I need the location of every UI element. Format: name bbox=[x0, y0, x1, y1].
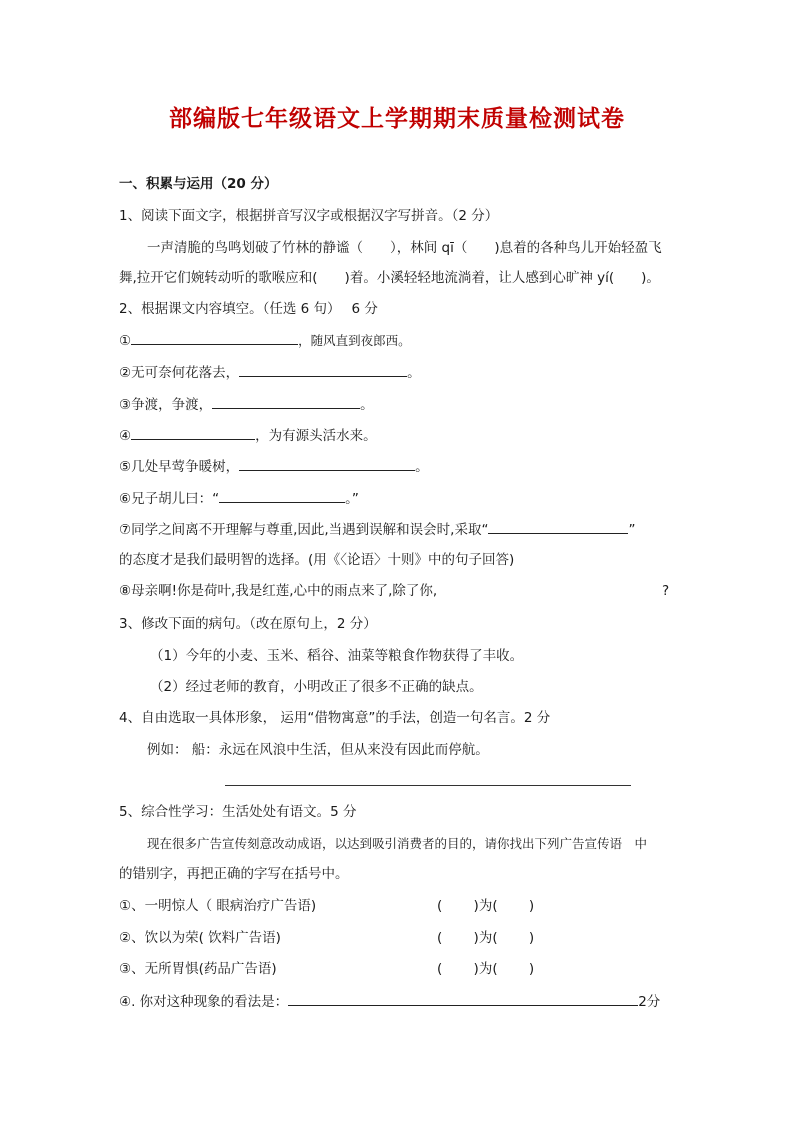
q2-item-8: ⑧母亲啊!你是荷叶,我是红莲,心中的雨点来了,除了你, bbox=[119, 583, 438, 599]
q5-description-1: 现在很多广告宣传刻意改动成语，以达到吸引消费者的目的，请你找出下列广告宣传语 中 bbox=[147, 836, 648, 851]
q4-prompt: 4、自由选取一具体形象， 运用“借物寓意”的手法，创造一句名言。2 分 bbox=[119, 710, 551, 726]
q2-item-7-cont: 的态度才是我们最明智的选择。(用《〈论语〉十则》中的句子回答) bbox=[119, 552, 515, 568]
q5-ad-3-answer[interactable]: ( )为( ) bbox=[437, 961, 535, 977]
answer-blank[interactable] bbox=[131, 330, 298, 345]
q3-prompt: 3、修改下面的病句。（改在原句上，2 分） bbox=[119, 616, 377, 632]
q5-ad-1-answer[interactable]: ( )为( ) bbox=[437, 898, 535, 914]
answer-blank[interactable] bbox=[239, 456, 415, 471]
exam-title: 部编版七年级语文上学期期末质量检测试卷 bbox=[169, 105, 625, 132]
q1-passage-line1: 一声清脆的鸟鸣划破了竹林的静谧（ ），林间 qī（ )息着的各种鸟儿开始轻盈飞 bbox=[147, 240, 662, 256]
q2-item-3: ③争渡，争渡， 。 bbox=[119, 394, 374, 415]
answer-blank[interactable] bbox=[212, 394, 360, 409]
q2-item-6: ⑥兄子胡儿曰：“ 。” bbox=[119, 488, 359, 509]
q5-ad-1: ①、一明惊人（ 眼病治疗广告语) bbox=[119, 898, 317, 914]
q4-example: 例如： 船：永远在风浪中生活，但从来没有因此而停航。 bbox=[147, 742, 489, 758]
q2-item-1: ① ，随风直到夜郎西。 bbox=[119, 330, 411, 351]
q5-ad-3: ③、无所胃惧(药品广告语) bbox=[119, 961, 277, 977]
q5-ad-2: ②、饮以为荣( 饮料广告语) bbox=[119, 930, 281, 946]
q2-item-7: ⑦同学之间离不开理解与尊重,因此,当遇到误解和误会时,采取“ ” bbox=[119, 519, 635, 540]
q5-opinion: ④. 你对这种现象的看法是： 2分 bbox=[119, 991, 660, 1012]
q4-answer-line[interactable] bbox=[225, 785, 631, 786]
q2-item-5: ⑤几处早莺争暖树， 。 bbox=[119, 456, 429, 477]
answer-blank[interactable] bbox=[219, 488, 345, 503]
q5-ad-2-answer[interactable]: ( )为( ) bbox=[437, 930, 535, 946]
answer-blank[interactable] bbox=[131, 425, 255, 440]
opinion-answer-blank[interactable] bbox=[288, 991, 638, 1006]
q2-prompt: 2、根据课文内容填空。（任选 6 句） 6 分 bbox=[119, 301, 378, 317]
q2-item-4: ④ ，为有源头活水来。 bbox=[119, 425, 377, 446]
q5-prompt: 5、综合性学习：生活处处有语文。5 分 bbox=[119, 804, 357, 820]
q3-sentence-2: （2）经过老师的教育，小明改正了很多不正确的缺点。 bbox=[150, 679, 483, 695]
section-heading: 一、积累与运用（20 分） bbox=[119, 176, 278, 192]
q2-item-8-end: ? bbox=[662, 583, 670, 599]
answer-blank[interactable] bbox=[239, 362, 407, 377]
answer-blank[interactable] bbox=[488, 519, 628, 534]
q1-prompt: 1、阅读下面文字，根据拼音写汉字或根据汉字写拼音。（2 分） bbox=[119, 208, 499, 224]
q2-item-2: ②无可奈何花落去， 。 bbox=[119, 362, 421, 383]
q5-description-2: 的错别字，再把正确的字写在括号中。 bbox=[119, 866, 349, 882]
q1-passage-line2: 舞,拉开它们婉转动听的歌喉应和( )着。小溪轻轻地流淌着，让人感到心旷神 yí( )。 bbox=[119, 270, 660, 286]
q3-sentence-1: （1）今年的小麦、玉米、稻谷、油菜等粮食作物获得了丰收。 bbox=[150, 648, 524, 664]
